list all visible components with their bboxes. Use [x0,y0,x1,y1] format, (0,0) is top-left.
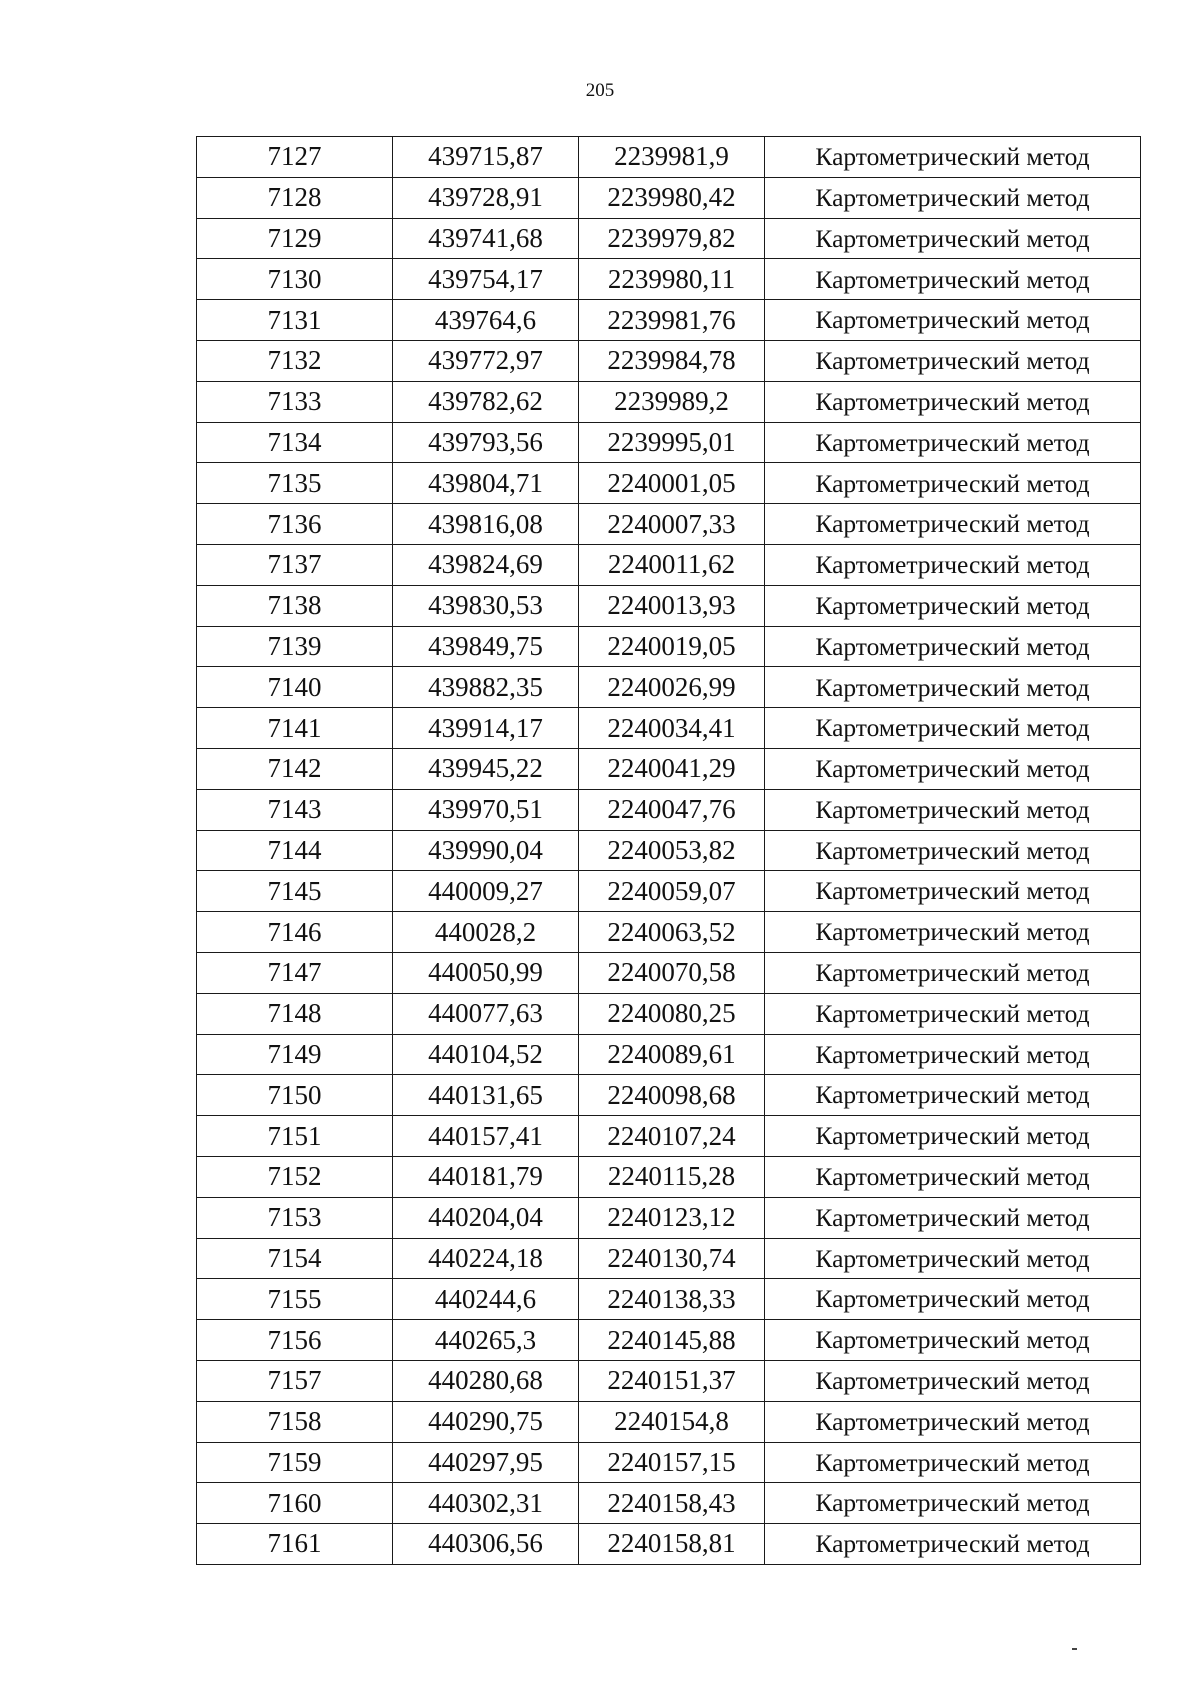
y-coordinate-cell: 2240059,07 [579,871,765,912]
y-coordinate-cell: 2240047,76 [579,789,765,830]
y-coordinate-cell: 2240115,28 [579,1156,765,1197]
y-coordinate-cell: 2240080,25 [579,993,765,1034]
method-cell: Картометрический метод [765,218,1141,259]
table-row [197,1360,1141,1401]
point-number-cell: 7139 [197,626,393,667]
point-number-cell: 7149 [197,1034,393,1075]
method-cell: Картометрический метод [765,708,1141,749]
point-number-cell: 7153 [197,1197,393,1238]
x-coordinate-cell: 439804,71 [393,463,579,504]
point-number-cell: 7143 [197,789,393,830]
method-cell: Картометрический метод [765,1483,1141,1524]
point-number-cell: 7152 [197,1156,393,1197]
y-coordinate-cell: 2239981,9 [579,137,765,178]
y-coordinate-cell: 2240053,82 [579,830,765,871]
y-coordinate-cell: 2240138,33 [579,1279,765,1320]
method-cell: Картометрический метод [765,667,1141,708]
x-coordinate-cell: 439772,97 [393,340,579,381]
y-coordinate-cell: 2239980,11 [579,259,765,300]
table-row [197,340,1141,381]
x-coordinate-cell: 440302,31 [393,1483,579,1524]
x-coordinate-cell: 439764,6 [393,300,579,341]
point-number-cell: 7148 [197,993,393,1034]
point-number-cell: 7127 [197,137,393,178]
table-row [197,748,1141,789]
table-row [197,667,1141,708]
method-cell: Картометрический метод [765,137,1141,178]
table-row [197,1279,1141,1320]
table-row [197,626,1141,667]
table-row [197,912,1141,953]
point-number-cell: 7145 [197,871,393,912]
point-number-cell: 7132 [197,340,393,381]
x-coordinate-cell: 440297,95 [393,1442,579,1483]
point-number-cell: 7146 [197,912,393,953]
scan-mark [1072,1648,1077,1650]
table-row [197,218,1141,259]
x-coordinate-cell: 440265,3 [393,1320,579,1361]
method-cell: Картометрический метод [765,259,1141,300]
x-coordinate-cell: 439728,91 [393,177,579,218]
table-row [197,463,1141,504]
y-coordinate-cell: 2240007,33 [579,504,765,545]
y-coordinate-cell: 2240070,58 [579,952,765,993]
method-cell: Картометрический метод [765,585,1141,626]
table-row [197,952,1141,993]
method-cell: Картометрический метод [765,544,1141,585]
method-cell: Картометрический метод [765,993,1141,1034]
y-coordinate-cell: 2240019,05 [579,626,765,667]
table-row [197,1320,1141,1361]
method-cell: Картометрический метод [765,830,1141,871]
table-row [197,177,1141,218]
table-row [197,789,1141,830]
y-coordinate-cell: 2240001,05 [579,463,765,504]
y-coordinate-cell: 2239984,78 [579,340,765,381]
table-row [197,1034,1141,1075]
y-coordinate-cell: 2240151,37 [579,1360,765,1401]
y-coordinate-cell: 2240145,88 [579,1320,765,1361]
x-coordinate-cell: 439741,68 [393,218,579,259]
y-coordinate-cell: 2240130,74 [579,1238,765,1279]
x-coordinate-cell: 440204,04 [393,1197,579,1238]
point-number-cell: 7150 [197,1075,393,1116]
y-coordinate-cell: 2240063,52 [579,912,765,953]
y-coordinate-cell: 2239979,82 [579,218,765,259]
x-coordinate-cell: 440077,63 [393,993,579,1034]
point-number-cell: 7154 [197,1238,393,1279]
table-row [197,504,1141,545]
method-cell: Картометрический метод [765,1075,1141,1116]
method-cell: Картометрический метод [765,1116,1141,1157]
method-cell: Картометрический метод [765,1279,1141,1320]
x-coordinate-cell: 439945,22 [393,748,579,789]
point-number-cell: 7157 [197,1360,393,1401]
x-coordinate-cell: 440306,56 [393,1524,579,1565]
x-coordinate-cell: 439990,04 [393,830,579,871]
table-row [197,259,1141,300]
point-number-cell: 7144 [197,830,393,871]
y-coordinate-cell: 2240089,61 [579,1034,765,1075]
point-number-cell: 7129 [197,218,393,259]
x-coordinate-cell: 440290,75 [393,1401,579,1442]
method-cell: Картометрический метод [765,504,1141,545]
point-number-cell: 7159 [197,1442,393,1483]
coordinates-table-body [197,137,1141,1565]
point-number-cell: 7141 [197,708,393,749]
table-row [197,1156,1141,1197]
point-number-cell: 7137 [197,544,393,585]
method-cell: Картометрический метод [765,871,1141,912]
x-coordinate-cell: 440244,6 [393,1279,579,1320]
method-cell: Картометрический метод [765,952,1141,993]
point-number-cell: 7134 [197,422,393,463]
method-cell: Картометрический метод [765,381,1141,422]
point-number-cell: 7155 [197,1279,393,1320]
table-row [197,1238,1141,1279]
method-cell: Картометрический метод [765,1197,1141,1238]
table-row [197,871,1141,912]
method-cell: Картометрический метод [765,912,1141,953]
y-coordinate-cell: 2239995,01 [579,422,765,463]
method-cell: Картометрический метод [765,340,1141,381]
y-coordinate-cell: 2240026,99 [579,667,765,708]
table-row [197,1401,1141,1442]
method-cell: Картометрический метод [765,1156,1141,1197]
method-cell: Картометрический метод [765,789,1141,830]
point-number-cell: 7158 [197,1401,393,1442]
method-cell: Картометрический метод [765,626,1141,667]
y-coordinate-cell: 2240041,29 [579,748,765,789]
method-cell: Картометрический метод [765,1442,1141,1483]
x-coordinate-cell: 440104,52 [393,1034,579,1075]
y-coordinate-cell: 2239980,42 [579,177,765,218]
x-coordinate-cell: 439816,08 [393,504,579,545]
x-coordinate-cell: 439782,62 [393,381,579,422]
x-coordinate-cell: 440131,65 [393,1075,579,1116]
x-coordinate-cell: 440050,99 [393,952,579,993]
y-coordinate-cell: 2240107,24 [579,1116,765,1157]
method-cell: Картометрический метод [765,177,1141,218]
point-number-cell: 7136 [197,504,393,545]
table-row [197,422,1141,463]
y-coordinate-cell: 2240157,15 [579,1442,765,1483]
y-coordinate-cell: 2240098,68 [579,1075,765,1116]
x-coordinate-cell: 440224,18 [393,1238,579,1279]
point-number-cell: 7131 [197,300,393,341]
x-coordinate-cell: 439970,51 [393,789,579,830]
point-number-cell: 7130 [197,259,393,300]
table-row [197,1442,1141,1483]
table-row [197,300,1141,341]
y-coordinate-cell: 2240158,81 [579,1524,765,1565]
x-coordinate-cell: 439754,17 [393,259,579,300]
method-cell: Картометрический метод [765,1401,1141,1442]
y-coordinate-cell: 2240158,43 [579,1483,765,1524]
table-row [197,1075,1141,1116]
table-row [197,381,1141,422]
method-cell: Картометрический метод [765,1360,1141,1401]
table-row [197,1524,1141,1565]
y-coordinate-cell: 2240123,12 [579,1197,765,1238]
x-coordinate-cell: 439882,35 [393,667,579,708]
method-cell: Картометрический метод [765,1238,1141,1279]
x-coordinate-cell: 440009,27 [393,871,579,912]
point-number-cell: 7142 [197,748,393,789]
x-coordinate-cell: 440181,79 [393,1156,579,1197]
point-number-cell: 7133 [197,381,393,422]
method-cell: Картометрический метод [765,422,1141,463]
y-coordinate-cell: 2240154,8 [579,1401,765,1442]
point-number-cell: 7160 [197,1483,393,1524]
method-cell: Картометрический метод [765,1034,1141,1075]
table-row [197,544,1141,585]
table-row [197,1116,1141,1157]
method-cell: Картометрический метод [765,1320,1141,1361]
page-number: 205 [585,80,615,101]
point-number-cell: 7128 [197,177,393,218]
y-coordinate-cell: 2240011,62 [579,544,765,585]
table-row [197,1197,1141,1238]
point-number-cell: 7138 [197,585,393,626]
point-number-cell: 7135 [197,463,393,504]
x-coordinate-cell: 440157,41 [393,1116,579,1157]
point-number-cell: 7161 [197,1524,393,1565]
point-number-cell: 7140 [197,667,393,708]
y-coordinate-cell: 2239981,76 [579,300,765,341]
coordinates-table [196,136,1141,1565]
point-number-cell: 7147 [197,952,393,993]
x-coordinate-cell: 439793,56 [393,422,579,463]
table-row [197,993,1141,1034]
x-coordinate-cell: 439849,75 [393,626,579,667]
x-coordinate-cell: 439824,69 [393,544,579,585]
x-coordinate-cell: 439914,17 [393,708,579,749]
point-number-cell: 7151 [197,1116,393,1157]
x-coordinate-cell: 439830,53 [393,585,579,626]
method-cell: Картометрический метод [765,300,1141,341]
table-row [197,137,1141,178]
table-row [197,830,1141,871]
table-row [197,1483,1141,1524]
x-coordinate-cell: 439715,87 [393,137,579,178]
method-cell: Картометрический метод [765,1524,1141,1565]
x-coordinate-cell: 440280,68 [393,1360,579,1401]
table-row [197,585,1141,626]
table-row [197,708,1141,749]
y-coordinate-cell: 2240034,41 [579,708,765,749]
method-cell: Картометрический метод [765,748,1141,789]
method-cell: Картометрический метод [765,463,1141,504]
y-coordinate-cell: 2239989,2 [579,381,765,422]
y-coordinate-cell: 2240013,93 [579,585,765,626]
x-coordinate-cell: 440028,2 [393,912,579,953]
point-number-cell: 7156 [197,1320,393,1361]
